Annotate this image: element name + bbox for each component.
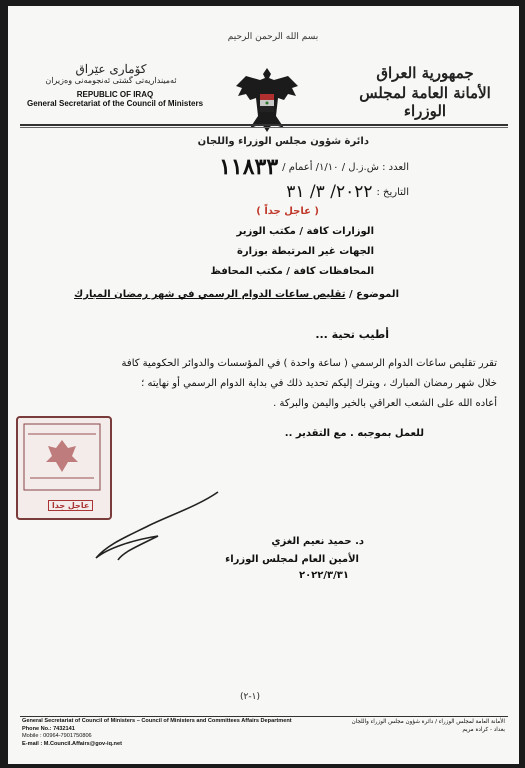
recipient-line: المحافظات كافة / مكتب المحافظ <box>210 266 374 277</box>
footer-phone: Phone No.: 7432141 <box>22 725 75 732</box>
footer-mobile: Mobile : 00964-7901750806 <box>22 733 92 739</box>
recipient-line: الجهات غير المرتبطة بوزارة <box>237 246 374 257</box>
secretariat-kurdish: ئەمینداریەتی گشتی ئەنجومەنی وەزیران <box>45 76 177 85</box>
stamp-tag: عاجل جدا <box>48 500 93 511</box>
date-label: التاريخ : <box>376 186 409 198</box>
header-rule-thin <box>20 127 508 128</box>
letter-page <box>8 6 519 764</box>
footer-arabic <box>305 718 505 734</box>
body-paragraph-line: أعاده الله على الشعب العراقي بالخير واليمن والبركة . <box>273 398 497 409</box>
footer-arabic-address: بغداد - كرادة مريم <box>462 727 505 733</box>
body-paragraph-line: تقرر تقليص ساعات الدوام الرسمي ( ساعة واحدة ) في المؤسسات والدوائر الحكومية كافة <box>121 358 497 369</box>
body-paragraph-line: خلال شهر رمضان المبارك ، ويترك إليكم تحديد ذلك في بداية الدوام الرسمي أو نهايته ؛ <box>141 378 497 389</box>
kurdish-letterhead <box>36 62 186 85</box>
signer-name: د. حميد نعيم الغزي <box>271 536 364 547</box>
header-rule <box>20 124 508 126</box>
urgent-marker: ( عاجل جداً ) <box>256 206 319 217</box>
footer-arabic-line: الأمانة العامة لمجلس الوزراء / دائرة شؤون مجلس الوزراء واللجان <box>351 719 505 725</box>
secretariat-english: General Secretariat of the Council of Ministers <box>26 99 204 108</box>
english-letterhead <box>20 90 210 108</box>
basmala: بسم الله الرحمن الرحيم <box>227 32 319 42</box>
closing-line: للعمل بموجبه . مع التقدير .. <box>284 428 424 439</box>
greeting: أطيب تحية ... <box>315 328 389 341</box>
recipient-line: الوزارات كافة / مكتب الوزير <box>236 226 374 237</box>
republic-arabic: جمهورية العراق <box>376 64 474 82</box>
signature-icon <box>88 486 228 566</box>
footer-email: E-mail : M.Council.Affairs@gov-iq.net <box>22 740 122 747</box>
subject-line <box>74 289 399 300</box>
subject-text: تقليص ساعات الدوام الرسمي في شهر رمضان المبارك <box>74 289 346 300</box>
footer-english <box>22 718 342 748</box>
date-row <box>286 182 409 202</box>
arabic-letterhead <box>345 64 505 120</box>
republic-kurdish: كۆماری عێراق <box>75 62 147 76</box>
page-number: (١-٢) <box>240 692 260 702</box>
republic-english: REPUBLIC OF IRAQ <box>76 90 154 99</box>
reference-number: ١١٨٣٣ <box>219 154 279 180</box>
footer-english-line: General Secretariat of Council of Ministers – Council of Ministers and Committees Affairs Department <box>22 718 292 724</box>
date-value: ٢٠٢٢/ ٣/ ٣١ <box>286 182 373 202</box>
subject-label: الموضوع / <box>348 289 399 300</box>
reference-label: العدد : ش.ز.ل / ١/١٠/ أعمام / <box>282 161 409 173</box>
footer-rule <box>20 716 508 717</box>
reference-row <box>219 154 409 180</box>
secretariat-arabic: الأمانة العامة لمجلس الوزراء <box>359 84 491 120</box>
department-line: دائرة شؤون مجلس الوزراء واللجان <box>197 136 369 147</box>
stamp-seal-icon <box>18 418 106 496</box>
signer-date: ٢٠٢٢/٣/٣١ <box>298 570 349 581</box>
signer-title: الأمين العام لمجلس الوزراء <box>225 554 359 565</box>
